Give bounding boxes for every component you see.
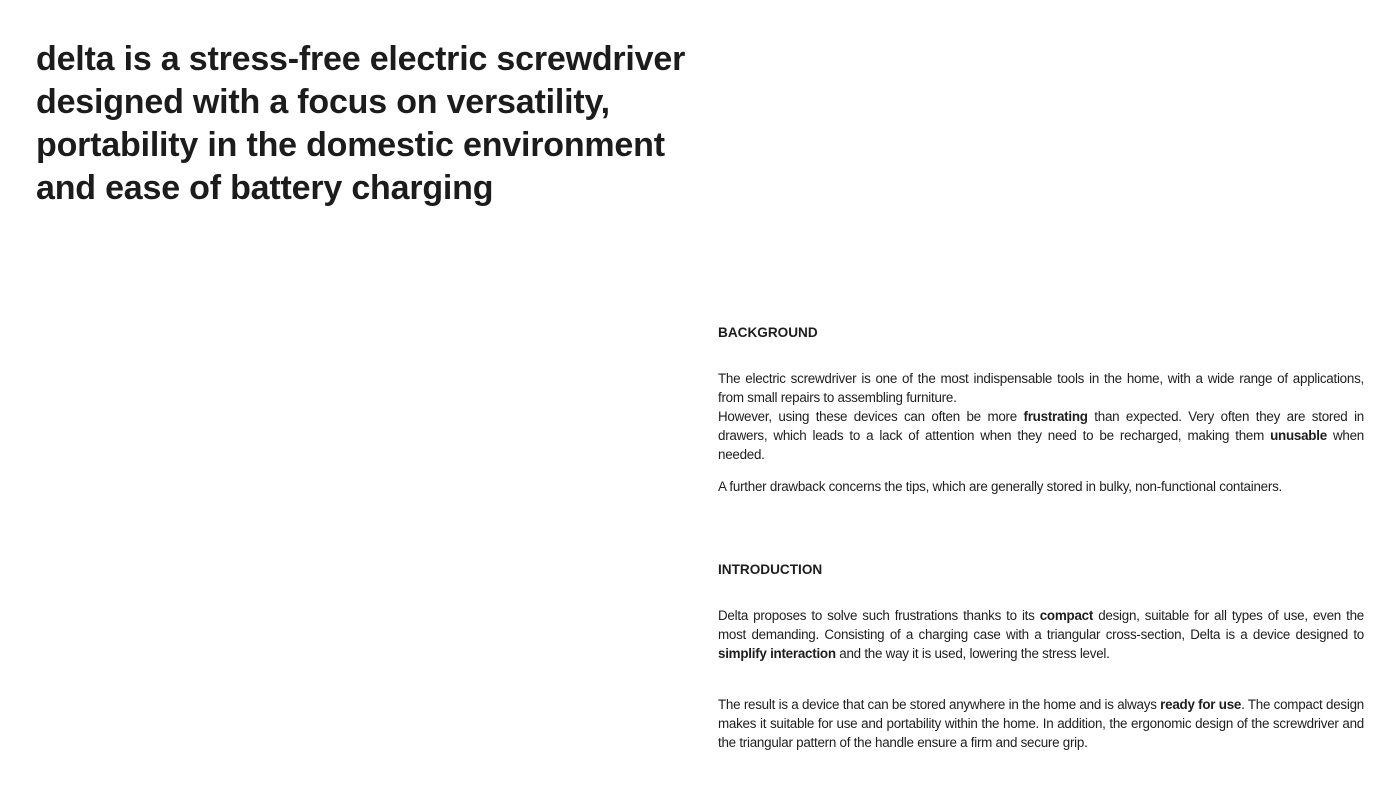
text: However, using these devices can often be more — [718, 409, 1024, 424]
emphasis: unusable — [1270, 428, 1327, 443]
background-title: BACKGROUND — [718, 325, 818, 340]
text: The electric screwdriver is one of the most indispensable tools in the home, with a wide range of applications, from small repairs to assembling furniture. — [718, 371, 1364, 405]
headline — [36, 38, 685, 210]
headline-line: and ease of battery charging — [36, 169, 494, 207]
introduction-paragraph-2 — [718, 695, 1364, 752]
text: A further drawback concerns the tips, which are generally stored in bulky, non-functional containers. — [718, 479, 1283, 494]
background-paragraph-1 — [718, 369, 1364, 407]
emphasis: compact — [1039, 608, 1094, 623]
background-paragraph-3 — [718, 477, 1364, 496]
headline-line: portability in the domestic environment — [36, 126, 665, 164]
text: Delta proposes to solve such frustrations thanks to its — [718, 608, 1040, 623]
emphasis: frustrating — [1023, 409, 1088, 424]
text: when needed. — [718, 428, 1365, 462]
emphasis: ready for use — [1160, 697, 1242, 712]
text: . The compact design makes it suitable for use and portability within the home. In addition, the ergonomic design of the screwdriver and the triangular pattern of the handle ensure a firm and secure grip. — [718, 697, 1364, 750]
headline-line: delta is a stress-free electric screwdriver — [36, 40, 686, 78]
text: and the way it is used, lowering the stress level. — [835, 646, 1110, 661]
background-paragraph-2 — [718, 407, 1364, 464]
text: than expected. Very often they are stored in drawers, which leads to a lack of attention when they need to be recharged, making them — [718, 409, 1364, 443]
emphasis: simplify interaction — [718, 646, 836, 661]
text: The result is a device that can be stored anywhere in the home and is always — [718, 697, 1161, 712]
introduction-title: INTRODUCTION — [718, 562, 823, 577]
headline-line: designed with a focus on versatility, — [36, 83, 610, 121]
text: design, suitable for all types of use, even the most demanding. Consisting of a charging case with a triangular cross-section, Delta is a device designed to — [718, 608, 1364, 642]
introduction-paragraph-1 — [718, 606, 1364, 663]
